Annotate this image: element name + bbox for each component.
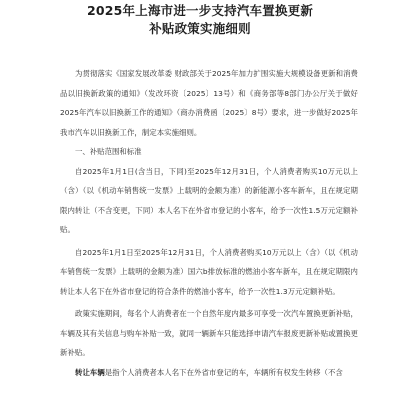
section-heading: 一、补贴范围和标准 xyxy=(75,147,142,156)
intro-paragraph: 为贯彻落实《国家发展改革委 财政部关于2025年加力扩围实施大规模设备更新和消费品以旧换新政策的通知》（发改环资〔2025〕13号）和《商务部等8部门办公厅关于做好2025年汽车以旧换新工作的通知》（商办消费函〔2025〕8号）要求，进一步做好2025年我市汽车以旧换新工作，制定本实施细则。 xyxy=(60,69,358,137)
subsidy-paragraph-new-energy: 自2025年1月1日(含当日，下同)至2025年12月31日，个人消费者购买10万元以上（含）（以《机动车销售统一发票》上载明的金额为准）的新能源小客车新车，且在规定期限内转让（不含变更，下同）本人名下在外省市登记的小客车，给予一次性1.5万元定额补贴。 xyxy=(60,166,358,234)
policy-period-paragraph: 政策实施期间，每名个人消费者在一个自然年度内最多可享受一次汽车置换更新补贴，车辆及其有关信息与购车补贴一致，就同一辆新车只能选择申请汽车报废更新补贴或置换更新补贴。 xyxy=(60,309,358,357)
document-body xyxy=(60,64,358,382)
transfer-vehicle-paragraph xyxy=(60,363,358,383)
subsidy-paragraph-fuel: 自2025年1月1日至2025年12月31日，个人消费者购买10万元以上（含）（以《机动车销售统一发票》上载明的金额为准）国六b排放标准的燃油小客车新车，且在规定期限内转让本人名下在外省市登记的符合条件的燃油小客车，给予一次性1.3万元定额补贴。 xyxy=(60,247,358,296)
transfer-vehicle-term: 转让车辆 xyxy=(75,367,105,377)
transfer-vehicle-definition: 是指个人消费者本人名下在外省市登记的车，车辆所有权发生转移（不含 xyxy=(104,367,343,377)
document-title-line2: 补贴政策实施细则 xyxy=(149,21,251,36)
document-title-line1: 2025年上海市进一步支持汽车置换更新 xyxy=(86,3,314,18)
